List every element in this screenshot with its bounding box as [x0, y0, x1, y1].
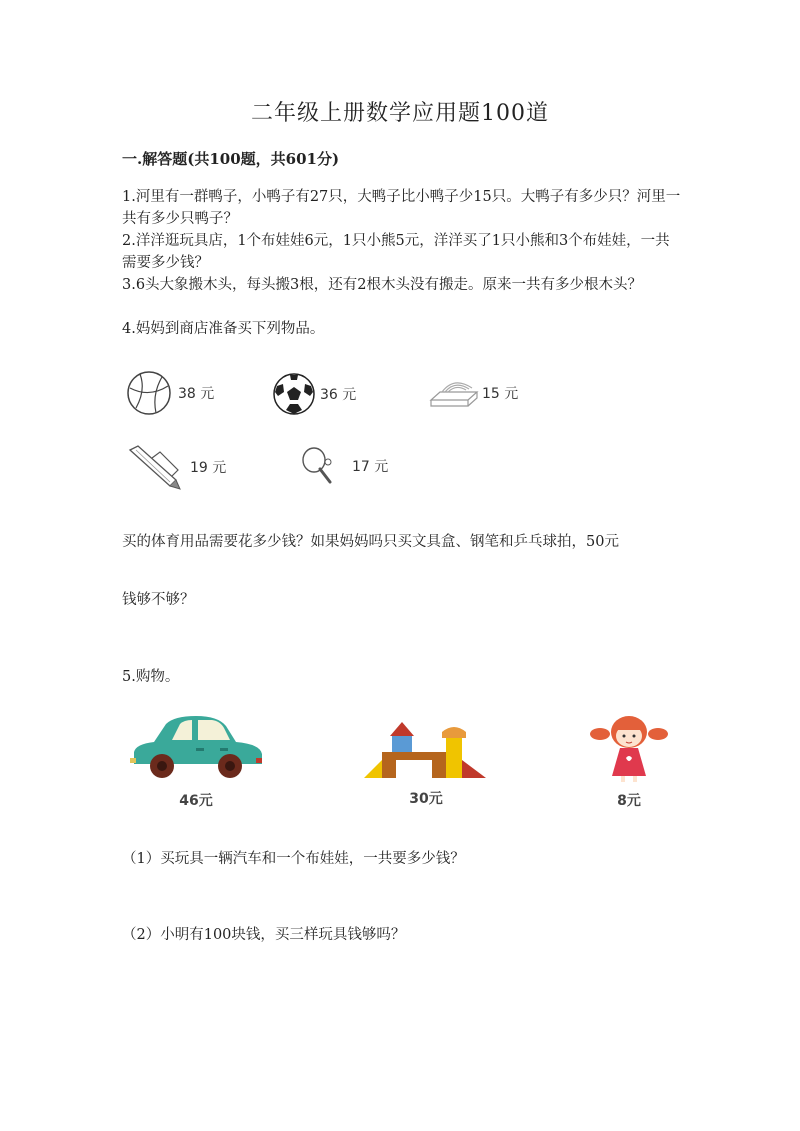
item-ping-pong-paddle: [300, 446, 388, 486]
item-soccer-ball: [272, 372, 356, 416]
basketball-icon: [126, 368, 172, 418]
toy-building-blocks-price: 30元: [409, 791, 443, 807]
question-4: 4.妈妈到商店准备买下列物品。: [122, 321, 325, 337]
question-4-text-line2: 钱够不够？: [122, 592, 195, 608]
item-basketball: [126, 368, 214, 418]
doll-icon: [588, 767, 670, 786]
pen-icon: [126, 444, 184, 490]
question-3: 3.6头大象搬木头，每头搬3根，还有2根木头没有搬走。原来一共有多少根木头？: [122, 277, 643, 293]
soccer-ball-icon: [272, 372, 316, 416]
toy-car-icon: [126, 767, 266, 786]
toy-doll-price: 8元: [617, 793, 641, 809]
page-title: 二年级上册数学应用题100道: [251, 101, 549, 126]
question-5-sub-1: （1）买玩具一辆汽车和一个布娃娃，一共要多少钱？: [122, 851, 465, 867]
pencil-box-icon: [428, 376, 480, 410]
pen-price: 19 元: [190, 460, 227, 476]
section-title: 一.解答题(共100题，共601分): [122, 150, 340, 168]
basketball-price: 38 元: [178, 386, 215, 402]
item-pen: [126, 444, 226, 490]
question-5-sub-2: （2）小明有100块钱，买三样玩具钱够吗？: [122, 927, 406, 943]
toy-doll: [588, 714, 670, 810]
question-4-text-line1: 买的体育用品需要花多少钱？如果妈妈吗只买文具盒、钢笔和乒乓球拍，50元: [122, 534, 619, 550]
ping-pong-paddle-icon: [300, 446, 340, 486]
item-pencil-box: [428, 376, 518, 410]
question-5: 5.购物。: [122, 669, 180, 685]
question-2: 2.洋洋逛玩具店，1个布娃娃6元，1只小熊5元，洋洋买了1只小熊和3个布娃娃，一共需要多少钱？: [122, 233, 670, 271]
toy-car-price: 46元: [179, 793, 213, 809]
building-blocks-icon: [362, 765, 490, 784]
ping-pong-paddle-price: 17 元: [352, 459, 389, 475]
pencil-box-price: 15 元: [482, 386, 519, 402]
soccer-ball-price: 36 元: [320, 387, 357, 403]
question-1: 1.河里有一群鸭子，小鸭子有27只，大鸭子比小鸭子少15只。大鸭子有多少只？河里一共有多少只鸭子？: [122, 189, 681, 227]
toy-building-blocks: [362, 720, 490, 808]
toy-car: [126, 712, 266, 810]
